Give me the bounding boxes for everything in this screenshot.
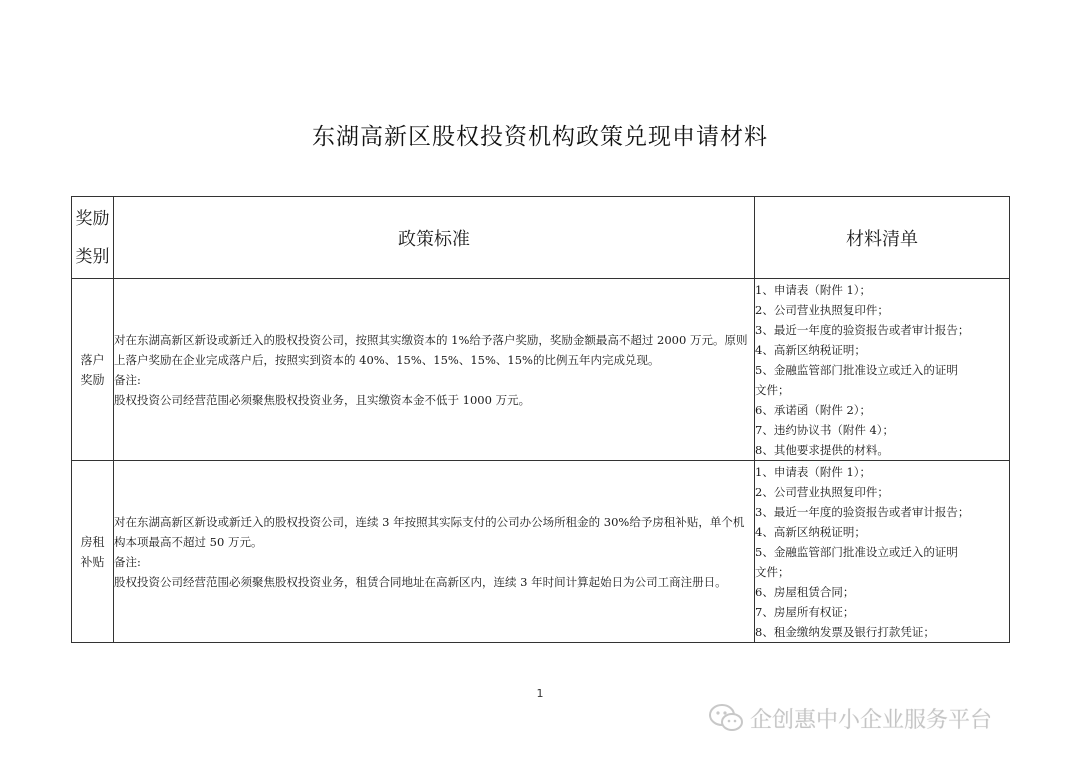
standard-note: 股权投资公司经营范围必须聚焦股权投资业务，且实缴资本金不低于 1000 万元。 xyxy=(114,392,531,407)
material-item: 4、高新区纳税证明； xyxy=(755,524,866,539)
row-category: 落户 奖励 xyxy=(72,279,114,461)
header-category: 奖励 类别 xyxy=(72,197,114,279)
watermark xyxy=(708,700,992,736)
material-item: 5、金融监管部门批准设立或迁入的证明 xyxy=(755,362,958,377)
header-materials: 材料清单 xyxy=(755,197,1010,279)
material-item: 6、承诺函（附件 2）； xyxy=(755,402,872,417)
material-item: 3、最近一年度的验资报告或者审计报告； xyxy=(755,504,970,519)
page-number: 1 xyxy=(536,687,544,700)
wechat-icon xyxy=(708,703,744,733)
material-item: 6、房屋租赁合同； xyxy=(755,584,855,599)
watermark-text: 企创惠中小企业服务平台 xyxy=(750,707,993,733)
material-item: 2、公司营业执照复印件； xyxy=(755,484,889,499)
material-item: 8、租金缴纳发票及银行打款凭证； xyxy=(755,624,935,639)
table-header-row xyxy=(72,197,1010,279)
material-item: 4、高新区纳税证明； xyxy=(755,342,866,357)
standard-text: 对在东湖高新区新设或新迁入的股权投资公司，按照其实缴资本的 1%给予落户奖励，奖励金额最高不超过 2000 万元。原则上落户奖励在企业完成落户后，按照实到资本的 40%、15%、15%、15%、15%的比例五年内完成兑现。 xyxy=(114,332,748,367)
material-item: 1、申请表（附件 1）； xyxy=(755,464,872,479)
material-item: 7、房屋所有权证； xyxy=(755,604,855,619)
standard-note: 股权投资公司经营范围必须聚焦股权投资业务，租赁合同地址在高新区内，连续 3 年时间计算起始日为公司工商注册日。 xyxy=(114,574,727,589)
material-item: 7、违约协议书（附件 4）； xyxy=(755,422,895,437)
material-item: 文件； xyxy=(755,564,790,579)
document-title: 东湖高新区股权投资机构政策兑现申请材料 xyxy=(312,124,768,150)
table-row xyxy=(72,279,1010,461)
row-standard xyxy=(114,461,755,643)
standard-text: 对在东湖高新区新设或新迁入的股权投资公司，连续 3 年按照其实际支付的公司办公场所租金的 30%给予房租补贴，单个机构本项最高不超过 50 万元。 xyxy=(114,514,745,549)
row-category: 房租 补贴 xyxy=(72,461,114,643)
row-standard xyxy=(114,279,755,461)
material-item: 2、公司营业执照复印件； xyxy=(755,302,889,317)
policy-table xyxy=(71,196,1010,643)
row-materials xyxy=(755,461,1010,643)
standard-note-label: 备注: xyxy=(114,372,141,387)
standard-note-label: 备注: xyxy=(114,554,141,569)
material-item: 8、其他要求提供的材料。 xyxy=(755,442,889,457)
row-materials xyxy=(755,279,1010,461)
material-item: 1、申请表（附件 1）； xyxy=(755,282,872,297)
material-item: 3、最近一年度的验资报告或者审计报告； xyxy=(755,322,970,337)
material-item: 文件； xyxy=(755,382,790,397)
table-row xyxy=(72,461,1010,643)
header-standard: 政策标准 xyxy=(114,197,755,279)
material-item: 5、金融监管部门批准设立或迁入的证明 xyxy=(755,544,958,559)
